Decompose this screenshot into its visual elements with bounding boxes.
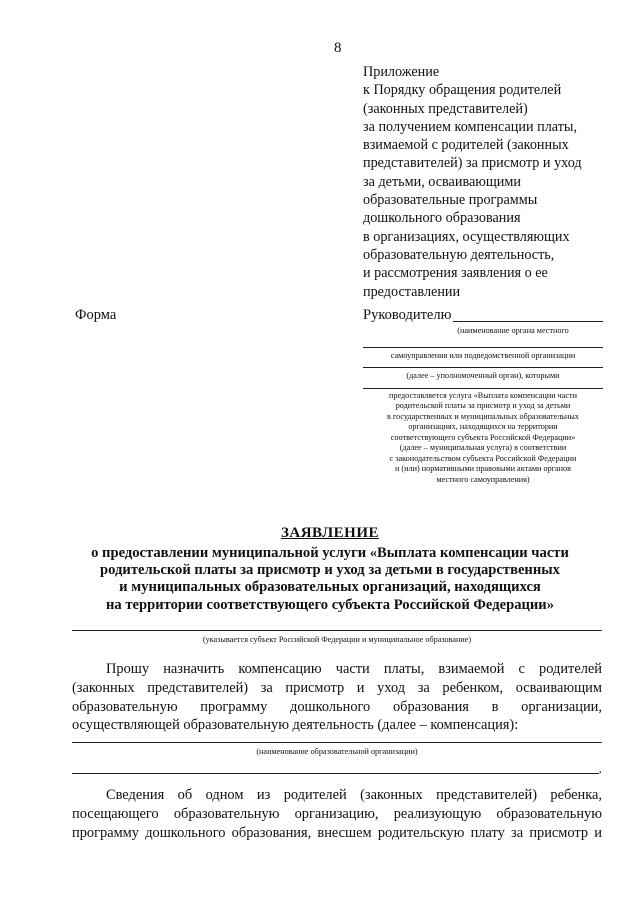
statement-title: ЗАЯВЛЕНИЕ [280, 525, 380, 541]
service-note-line: предоставляется услуга «Выплата компенсации части [388, 390, 577, 400]
statement-subtitle-line: и муниципальных образовательных организаций, находящихся [119, 579, 541, 596]
addressee-note: (наименование органа местного [457, 326, 569, 335]
appendix-line: к Порядку обращения родителей [363, 82, 562, 99]
subject-field [72, 630, 602, 646]
request-line: Прошу назначить компенсацию части платы, взимаемой с родителей [106, 661, 602, 677]
subject-note: (указывается субъект Российской Федерации и муниципальное образование) [202, 635, 472, 644]
service-note-line: в государственных и муниципальных образовательных [386, 411, 580, 421]
service-note [363, 391, 603, 486]
info-paragraph [72, 786, 602, 842]
service-note-line: местного самоуправления) [436, 474, 530, 484]
statement-title-block [60, 525, 600, 614]
fill-line[interactable] [363, 367, 603, 368]
service-note-line: с законодательством субъекта Российской Федерации [389, 453, 577, 463]
request-line: образовательную программу дошкольного образования в организации, [72, 698, 602, 715]
appendix-line: (законных представителей) [363, 100, 528, 117]
appendix-line: и рассмотрения заявления о ее [363, 265, 548, 282]
page-number: 8 [334, 40, 342, 56]
fill-line[interactable] [363, 388, 603, 389]
organization-note: (наименование образовательной организации) [256, 747, 418, 756]
appendix-line: предоставлении [363, 283, 461, 300]
appendix-line: образовательные программы [363, 192, 538, 209]
statement-subtitle-line: о предоставлении муниципальной услуги «Выплата компенсации части [91, 545, 569, 561]
addressee-note: самоуправления или подведомственной организации [390, 350, 576, 360]
addressee-fill-line[interactable] [453, 307, 603, 322]
addressee-head [363, 307, 603, 324]
subject-fill-line[interactable] [72, 630, 602, 631]
appendix-line: в организациях, осуществляющих [363, 228, 570, 245]
service-note-line: организациях, находящихся на территории [408, 422, 558, 431]
appendix-line: дошкольного образования [363, 210, 521, 227]
service-note-line: и (или) нормативными правовыми актами органов [394, 464, 572, 473]
service-note-line: соответствующего субъекта Российской Федерации» [390, 432, 576, 442]
addressee-note: (далее – уполномоченный орган), которыми [406, 371, 560, 380]
request-paragraph [72, 660, 602, 735]
request-line: (законных представителей) за присмотр и уход за ребенком, осваивающим [72, 679, 602, 696]
info-line: посещающего образовательную организацию, реализующую образовательную [72, 805, 602, 822]
fill-line[interactable] [363, 347, 603, 348]
addressee-block [363, 307, 603, 485]
organization-fill-line[interactable] [72, 742, 602, 743]
appendix-line: за получением компенсации платы, [363, 118, 577, 135]
appendix-line: Приложение [363, 64, 440, 80]
info-line: Сведения об одном из родителей (законных представителей) ребенка, [106, 787, 602, 803]
appendix-line: образовательную деятельность, [363, 246, 555, 263]
appendix-line: взимаемой с родителей (законных [363, 137, 569, 154]
statement-subtitle-line: родительской платы за присмотр и уход за детьми в государственных [100, 562, 560, 579]
appendix-line: за детьми, осваивающими [363, 173, 521, 190]
organization-end-mark: . [598, 761, 602, 777]
appendix-block [363, 63, 613, 301]
appendix-line: представителей) за присмотр и уход [363, 155, 582, 172]
request-line: осуществляющей образовательную деятельность (далее – компенсация): [72, 717, 519, 734]
service-note-line: (далее – муниципальная услуга) в соответствии [399, 443, 567, 452]
info-line: программу дошкольного образования, внесшем родительскую плату за присмотр и [72, 824, 602, 841]
service-note-line: родительской платы за присмотр и уход за детьми [395, 401, 571, 410]
organization-second-line [72, 763, 602, 777]
statement-subtitle-line: на территории соответствующего субъекта Российской Федерации» [105, 596, 555, 613]
form-label: Форма [75, 307, 117, 323]
organization-fill-line-2[interactable] [72, 773, 599, 774]
addressee-head-text: Руководителю [363, 307, 452, 323]
organization-field [72, 742, 602, 777]
